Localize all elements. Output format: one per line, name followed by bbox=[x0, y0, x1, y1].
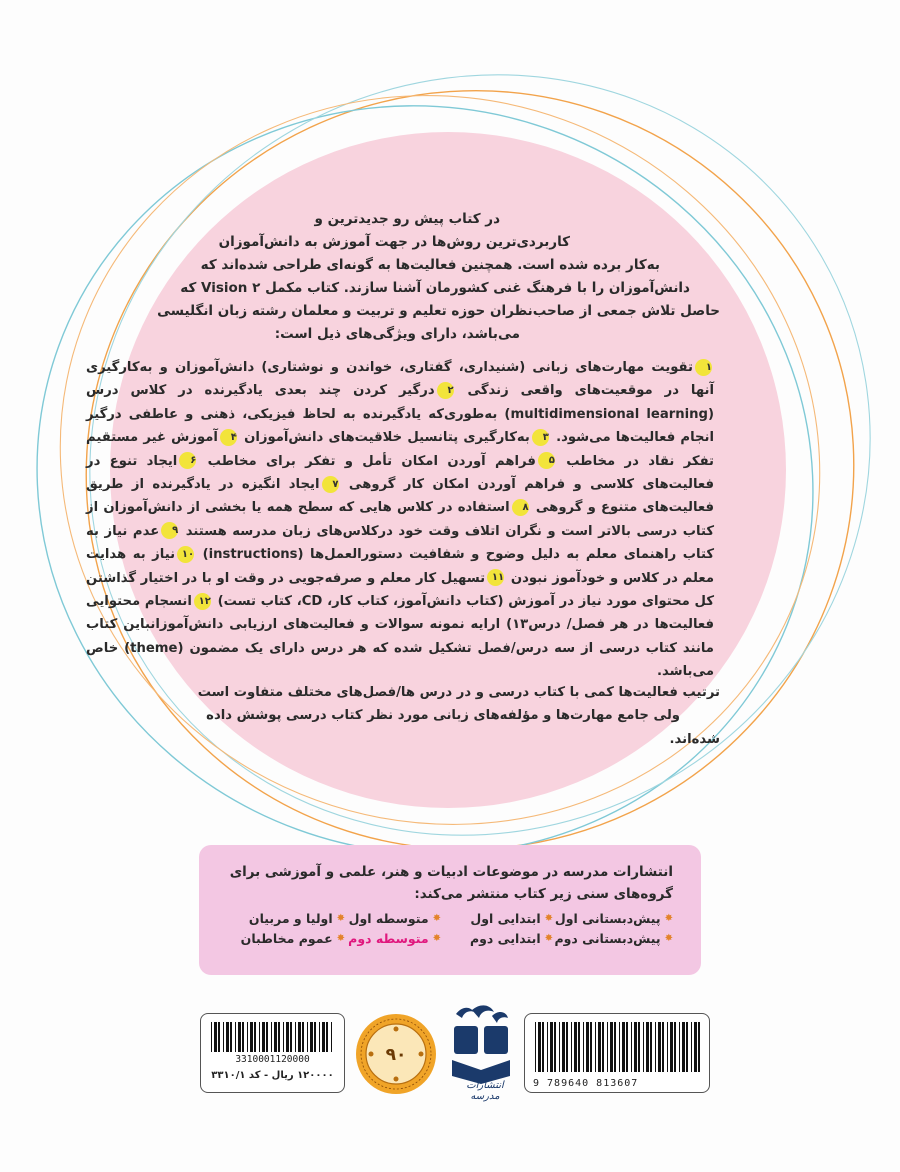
barcode-bar bbox=[566, 1022, 568, 1072]
isbn-number: 9 789640 813607 bbox=[533, 1078, 639, 1089]
barcode-number: 3310001120000 bbox=[235, 1054, 310, 1065]
barcode-bar bbox=[554, 1022, 556, 1072]
intro-line: حاصل تلاش جمعی از صاحب‌نظران حوزه تعلیم و تربیت و معلمان رشته زبان انگلیسی bbox=[157, 303, 720, 319]
barcode-bar bbox=[262, 1022, 265, 1052]
feature-number-badge: ۱۰ bbox=[177, 546, 194, 563]
intro-line: دانش‌آموزان را با فرهنگ غنی کشورمان آشنا سازند. کتاب مکمل ۲ Vision که bbox=[180, 280, 690, 296]
barcode-bar bbox=[307, 1022, 308, 1052]
barcode-bar bbox=[230, 1022, 232, 1052]
star-bullet-icon: ✸ bbox=[664, 913, 673, 924]
feature-number-badge: ۷ bbox=[322, 476, 339, 493]
feature-text: به‌کارگیری پتانسیل خلاقیت‌های دانش‌آموزان bbox=[244, 430, 530, 446]
barcode-bar bbox=[602, 1022, 604, 1072]
barcode-bar bbox=[610, 1022, 613, 1072]
feature-text: انسجام محتوایی فعالیت‌ها در هر فصل/ درس۱۳) ارایه نمونه سوالات و فعالیت‌های ارزیابی دانش‌آموزانباین کتاب مانند کتاب درسی از سه درس/فصل تشکیل شده که هر درس دارای یک مضمون (theme) خاص می‌باشد. bbox=[86, 594, 714, 680]
barcode-bar bbox=[607, 1022, 608, 1072]
barcode-bar bbox=[247, 1022, 248, 1052]
barcode-bar bbox=[238, 1022, 241, 1052]
barcode-bar bbox=[679, 1022, 680, 1072]
barcode-bar bbox=[662, 1022, 664, 1072]
publisher-intro: انتشارات مدرسه در موضوعات ادبیات و هنر، علمی و آموزشی برای گروه‌های سنی زیر کتاب منتشر می‌کند: bbox=[229, 864, 673, 902]
star-bullet-icon: ✸ bbox=[432, 933, 441, 944]
barcode-bar bbox=[278, 1022, 280, 1052]
feature-number-badge: ۳ bbox=[532, 429, 549, 446]
feature-number-badge: ۱ bbox=[695, 359, 712, 376]
feature-number-badge: ۸ bbox=[512, 499, 529, 516]
barcode-bar bbox=[631, 1022, 632, 1072]
barcode-bar bbox=[259, 1022, 260, 1052]
star-bullet-icon: ✸ bbox=[664, 933, 673, 944]
age-group-item: ✸ متوسطه اول bbox=[348, 911, 441, 926]
barcode-bar bbox=[235, 1022, 236, 1052]
barcode-bar bbox=[586, 1022, 589, 1072]
star-bullet-icon: ✸ bbox=[336, 933, 345, 944]
barcode-bar bbox=[250, 1022, 253, 1052]
barcode-bar bbox=[574, 1022, 577, 1072]
barcode-bar bbox=[223, 1022, 224, 1052]
barcode-bar bbox=[266, 1022, 268, 1052]
barcode-bar bbox=[538, 1022, 541, 1072]
feature-number-badge: ۹ bbox=[161, 522, 178, 539]
barcode-bar bbox=[643, 1022, 644, 1072]
barcode-bar bbox=[622, 1022, 625, 1072]
feature-text: عدم نیاز به کتاب راهنمای معلم به دلیل وضوح و شفافیت دستورالعمل‌ها (instructions) bbox=[86, 523, 714, 563]
barcode-bar bbox=[583, 1022, 584, 1072]
barcode-bar bbox=[598, 1022, 601, 1072]
barcode-bar bbox=[619, 1022, 620, 1072]
barcode-bar bbox=[286, 1022, 289, 1052]
feature-number-badge: ۲ bbox=[437, 382, 454, 399]
feature-text: فراهم آوردن امکان تأمل و تفکر برای مخاطب bbox=[207, 453, 536, 469]
barcode-bar bbox=[242, 1022, 244, 1052]
barcode-bar bbox=[638, 1022, 640, 1072]
feature-text: نیاز به هدایت معلم در کلاس و خودآموز نبودن bbox=[86, 547, 715, 586]
barcode-bar bbox=[571, 1022, 572, 1072]
feature-text: ایجاد انگیزه در یادگیرنده از طریق فعالیت‌های متنوع و گروهی bbox=[86, 477, 714, 516]
intro-line: به‌کار برده شده است. همچنین فعالیت‌ها به گونه‌ای طراحی شده‌اند که bbox=[200, 257, 660, 273]
barcode-bar bbox=[626, 1022, 628, 1072]
feature-text: آموزش غیر مستقیم تفکر نقاد در مخاطب bbox=[86, 430, 715, 469]
barcode-bar bbox=[326, 1022, 328, 1052]
star-bullet-icon: ✸ bbox=[432, 913, 441, 924]
barcode-bar bbox=[595, 1022, 596, 1072]
age-group-item: ✸ ابتدایی دوم bbox=[469, 931, 553, 946]
age-group-item-highlighted: ✸ متوسطه دوم bbox=[348, 931, 441, 946]
isbn-barcode bbox=[524, 1013, 710, 1093]
barcode-bar bbox=[686, 1022, 688, 1072]
barcode-bar bbox=[670, 1022, 673, 1072]
feature-text: ایجاد تنوع در فعالیت‌های کلاسی و فراهم آوردن امکان کار گروهی bbox=[86, 453, 715, 493]
barcode-bar bbox=[302, 1022, 304, 1052]
outro-line: ترتیب فعالیت‌ها کمی با کتاب درسی و در درس ها/فصل‌های مختلف متفاوت است bbox=[197, 685, 720, 700]
feature-number-badge: ۱۱ bbox=[487, 569, 504, 586]
barcode-bar bbox=[614, 1022, 616, 1072]
seal-number: ۹۰ bbox=[385, 1045, 407, 1065]
feature-text: تسهیل کار معلم و صرفه‌جویی در وقت او با در اختیار گذاشتن کل محتوای مورد نیاز در آموزش (کتاب دانش‌آموز، کتاب کار، CD، کتاب تست) bbox=[86, 570, 714, 610]
barcode-bar bbox=[283, 1022, 284, 1052]
barcode-bar bbox=[211, 1022, 212, 1052]
barcode-bar bbox=[646, 1022, 649, 1072]
age-group-item: ✸ پیش‌دبستانی دوم bbox=[554, 931, 673, 946]
barcode-bar bbox=[650, 1022, 652, 1072]
age-group-list bbox=[219, 911, 673, 946]
feature-text: درگیر کردن چند بعدی یادگیرنده در کلاس درس (multidimensional learning) به‌طوری‌که یادگیرنده به لحاظ فیزیکی، ذهنی و عاطفی درگیر انجام فعالیت‌ها می‌شود. bbox=[86, 383, 715, 446]
outro-paragraph bbox=[160, 681, 720, 751]
price-code: ۱۲۰۰۰۰ ریال - کد ۳۳۱۰/۱ bbox=[211, 1070, 334, 1081]
barcode-bar bbox=[698, 1022, 700, 1072]
intro-line: می‌باشد، دارای ویژگی‌های ذیل است: bbox=[274, 326, 520, 342]
barcode-bars bbox=[535, 1022, 701, 1072]
star-bullet-icon: ✸ bbox=[544, 933, 553, 944]
feature-number-badge: ۵ bbox=[538, 452, 555, 469]
feature-text: تقویت مهارت‌های زبانی (شنیداری، گفتاری، خواندن و نوشتاری) دانش‌آموزان و به‌کارگیری آنها در موقعیت‌های واقعی زندگی bbox=[86, 360, 715, 399]
publisher-logo-text: انتشارات مدرسه bbox=[466, 1080, 504, 1102]
intro-line: کاربردی‌ترین روش‌ها در جهت آموزش به دانش‌آموزان bbox=[218, 234, 570, 250]
barcode-bar bbox=[310, 1022, 313, 1052]
barcode-bar bbox=[694, 1022, 697, 1072]
barcode-bar bbox=[314, 1022, 316, 1052]
barcode-bar bbox=[298, 1022, 301, 1052]
barcode-bar bbox=[319, 1022, 320, 1052]
barcode-bar bbox=[550, 1022, 553, 1072]
barcode-bar bbox=[634, 1022, 637, 1072]
barcode-bar bbox=[578, 1022, 580, 1072]
publisher-info-box bbox=[199, 845, 701, 975]
barcode-bar bbox=[559, 1022, 560, 1072]
barcode-bar bbox=[254, 1022, 256, 1052]
barcode-bar bbox=[655, 1022, 656, 1072]
age-group-item: ✸ اولیا و مربیان bbox=[248, 911, 345, 926]
barcode-bar bbox=[674, 1022, 676, 1072]
barcode-bar bbox=[218, 1022, 220, 1052]
intro-paragraph bbox=[157, 208, 720, 346]
feature-number-badge: ۱۲ bbox=[194, 593, 211, 610]
anniversary-seal bbox=[355, 1013, 437, 1095]
barcode-bar bbox=[562, 1022, 565, 1072]
barcode-bar bbox=[271, 1022, 272, 1052]
outro-line: شده‌اند. bbox=[669, 731, 720, 747]
feature-text: استفاده در کلاس هایی که سطح همه یا بخشی از دانش‌آموزان از کتاب درسی بالاتر است و نگران اتلاف وقت خود درکلاس‌های زبان مدرسه هستند bbox=[86, 500, 714, 539]
intro-line: در کتاب پیش رو جدیدترین و bbox=[314, 211, 500, 227]
barcode-bar bbox=[322, 1022, 325, 1052]
barcode-bar bbox=[547, 1022, 548, 1072]
barcode-bar bbox=[590, 1022, 592, 1072]
barcode-bar bbox=[682, 1022, 685, 1072]
barcode-bars bbox=[211, 1022, 336, 1052]
star-bullet-icon: ✸ bbox=[336, 913, 345, 924]
star-bullet-icon: ✸ bbox=[544, 913, 553, 924]
barcode-bar bbox=[667, 1022, 668, 1072]
features-list bbox=[86, 356, 714, 684]
barcode-bar bbox=[274, 1022, 277, 1052]
feature-number-badge: ۶ bbox=[179, 452, 196, 469]
age-group-item: ✸ پیش‌دبستانی اول bbox=[554, 911, 673, 926]
barcode-bar bbox=[535, 1022, 536, 1072]
feature-number-badge: ۴ bbox=[220, 429, 237, 446]
barcode-bar bbox=[542, 1022, 544, 1072]
barcode-bar bbox=[295, 1022, 296, 1052]
barcode-bar bbox=[214, 1022, 217, 1052]
barcode-bar bbox=[691, 1022, 692, 1072]
barcode-bar bbox=[290, 1022, 292, 1052]
barcode-bar bbox=[331, 1022, 332, 1052]
barcode-bar bbox=[658, 1022, 661, 1072]
price-barcode bbox=[200, 1013, 345, 1093]
age-group-item: ✸ عموم مخاطبان bbox=[240, 931, 345, 946]
age-group-item: ✸ ابتدایی اول bbox=[470, 911, 553, 926]
outro-line: ولی جامع مهارت‌ها و مؤلفه‌های زبانی مورد نظر کتاب درسی پوشش داده bbox=[206, 708, 680, 724]
barcode-bar bbox=[226, 1022, 229, 1052]
